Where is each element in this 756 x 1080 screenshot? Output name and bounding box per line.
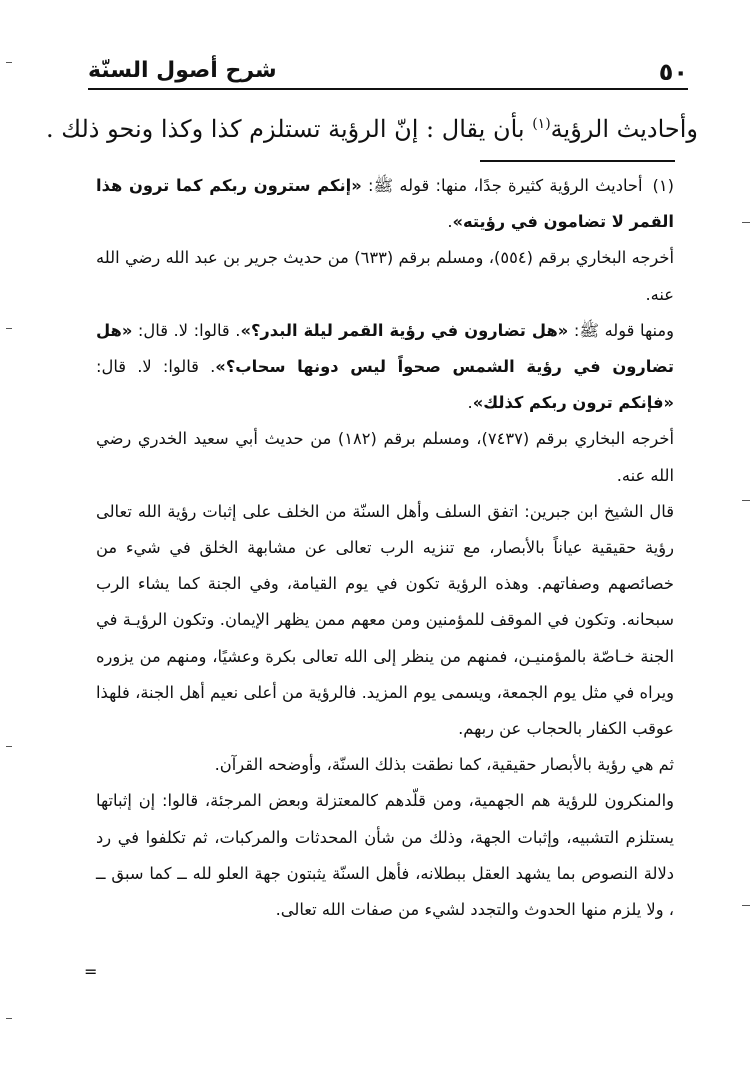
footnote-paragraph-6: ثم هي رؤية بالأبصار حقيقية، كما نطقت بذلك السنّة، وأوضحه القرآن. [214, 755, 674, 775]
scan-tick [6, 328, 12, 329]
footnote [96, 168, 674, 928]
footnote-paragraph-3 [96, 313, 674, 422]
footnote-paragraph-2: أخرجه البخاري برقم (٥٥٤)، ومسلم برقم (٦٣٣) من حديث جرير بن عبد الله رضي الله عنه. [96, 248, 675, 304]
header-rule [88, 88, 688, 90]
margin-mark: = [84, 962, 98, 981]
scan-tick [742, 905, 750, 906]
hadith-quote: «فإنكم ترون ربكم كذلك» [472, 393, 674, 413]
punctuation: . [467, 393, 473, 413]
running-title: شرح أصول السنّة [88, 58, 277, 83]
footnote-text: ومنها قوله ﷺ: [568, 320, 674, 340]
footnote-paragraph-5: قال الشيخ ابن جبرين: اتفق السلف وأهل السنّة من الخلف على إثبات رؤية الله تعالى رؤية حقيقية عياناً بالأبصار، مع تنزيه الرب تعالى عن مشابهة الخلق في شيء من خصائصهم وصفاتهم. وهذه الرؤية تكون في يوم القيامة، وفي الجنة كما يشاء الرب سبحانه. وتكون في الموقف للمؤمنين ومن معهم ممن يظهر الإيمان. وتكون الرؤيـة في الجنة خـاصّة بالمؤمنيـن، فمنهم من ينظر إلى الله تعالى بكرة وعشيًا، ومنهم من يزوره ويراه في مثل يوم الجمعة، ويسمى يوم المزيد. فالرؤية من أعلى نعيم أهل الجنة، فلهذا عوقب الكفار بالحجاب عن ربهم. [96, 501, 674, 739]
scan-tick [742, 500, 750, 501]
footnote-separator [480, 160, 675, 162]
scan-tick [6, 62, 12, 63]
footnote-paragraph-4: أخرجه البخاري برقم (٧٤٣٧)، ومسلم برقم (١٨٢) من حديث أبي سعيد الخدري رضي الله عنه. [96, 429, 674, 485]
scan-tick [742, 222, 750, 223]
footnote-paragraph-1 [96, 168, 674, 240]
main-text [45, 100, 698, 153]
hadith-quote: «إنكم سترون ربكم كما ترون هذا القمر لا تضامون في رؤيته» [96, 176, 674, 232]
footnote-text: . قالوا: لا. قال: [96, 357, 216, 377]
hadith-quote: «هل تضارون في رؤية الشمس صحواً ليس دونها سحاب؟» [96, 320, 674, 377]
footnote-paragraph-7: والمنكرون للرؤية هم الجهمية، ومن قلّدهم كالمعتزلة وبعض المرجئة، قالوا: إن إثباتها يستلزم التشبيه، وإثبات الجهة، وذلك من شأن المحدثات والمركبات، ثم تكلفوا في رد دلالة النصوص بما يشهد العقل ببطلانه، فأهل السنّة يثبتون جهة العلو لله ــ كما سبق ــ ، ولا يلزم منها الحدوث والتجدد لشيء من صفات الله تعالى. [96, 791, 674, 920]
hadith-quote: «هل تضارون في رؤية القمر ليلة البدر؟» [240, 320, 569, 340]
scan-tick [6, 1018, 12, 1019]
page-number: ٥٠ [658, 58, 688, 86]
footnote-reference: (١) [532, 116, 551, 132]
main-text-start: وأحاديث الرؤية [550, 115, 698, 143]
scan-tick [6, 746, 12, 747]
footnote-marker: (١) [652, 176, 674, 195]
main-text-end: بأن يقال : إنّ الرؤية تستلزم كذا وكذا ونحو ذلك . [45, 115, 533, 143]
punctuation: . [447, 212, 453, 232]
footnote-text: . قالوا: لا. قال: [132, 320, 241, 340]
footnote-text: أحاديث الرؤية كثيرة جدًا، منها: قوله ﷺ: [361, 176, 643, 195]
page-header [88, 58, 688, 88]
